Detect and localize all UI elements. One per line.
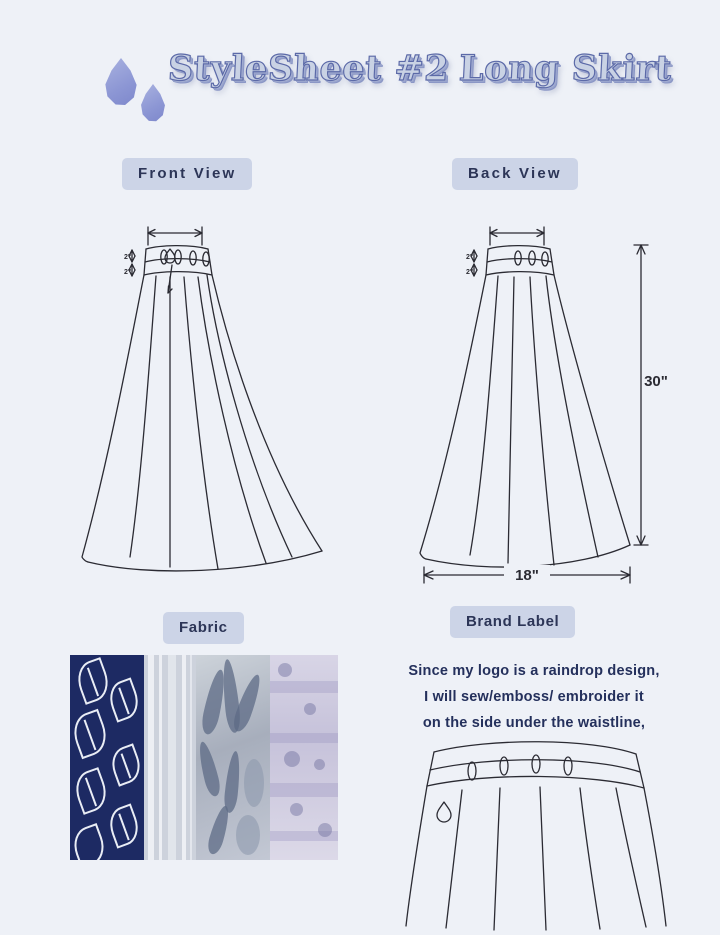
brand-label-description [386,658,682,736]
section-label-brand-label: Brand Label [450,606,575,638]
svg-text:2": 2" [466,269,474,276]
front-view-sketch [60,205,360,590]
svg-text:2": 2" [466,254,474,261]
page-title-part2: Long Skirt [458,48,673,89]
brand-label-line-2: I will sew/emboss/ embroider it [424,689,644,705]
fabric-swatch-floral [270,655,338,860]
section-label-front-view: Front View [122,158,252,190]
raindrop-icon-small [140,84,166,122]
back-view-sketch [398,205,698,600]
raindrop-icon [104,58,138,106]
section-label-back-view: Back View [452,158,578,190]
svg-text:2": 2" [124,254,132,261]
page-title-part1: StyleSheet #2 [166,48,451,89]
section-label-fabric: Fabric [163,612,244,644]
fabric-swatch-navy-leaf [70,655,144,860]
page-header [0,0,720,140]
svg-text:30": 30" [644,373,668,390]
brand-label-sketch [400,730,690,935]
brand-label-line-3: on the side under the waistline, [422,715,646,731]
svg-text:2": 2" [124,269,132,276]
brand-label-line-1: Since my logo is a raindrop design, [408,663,660,679]
fabric-swatch-botanical [196,655,270,860]
fabric-swatch-image [70,655,338,860]
page-title [166,48,673,108]
fabric-swatch-grey-stripe [144,655,196,860]
svg-text:18": 18" [515,567,539,584]
